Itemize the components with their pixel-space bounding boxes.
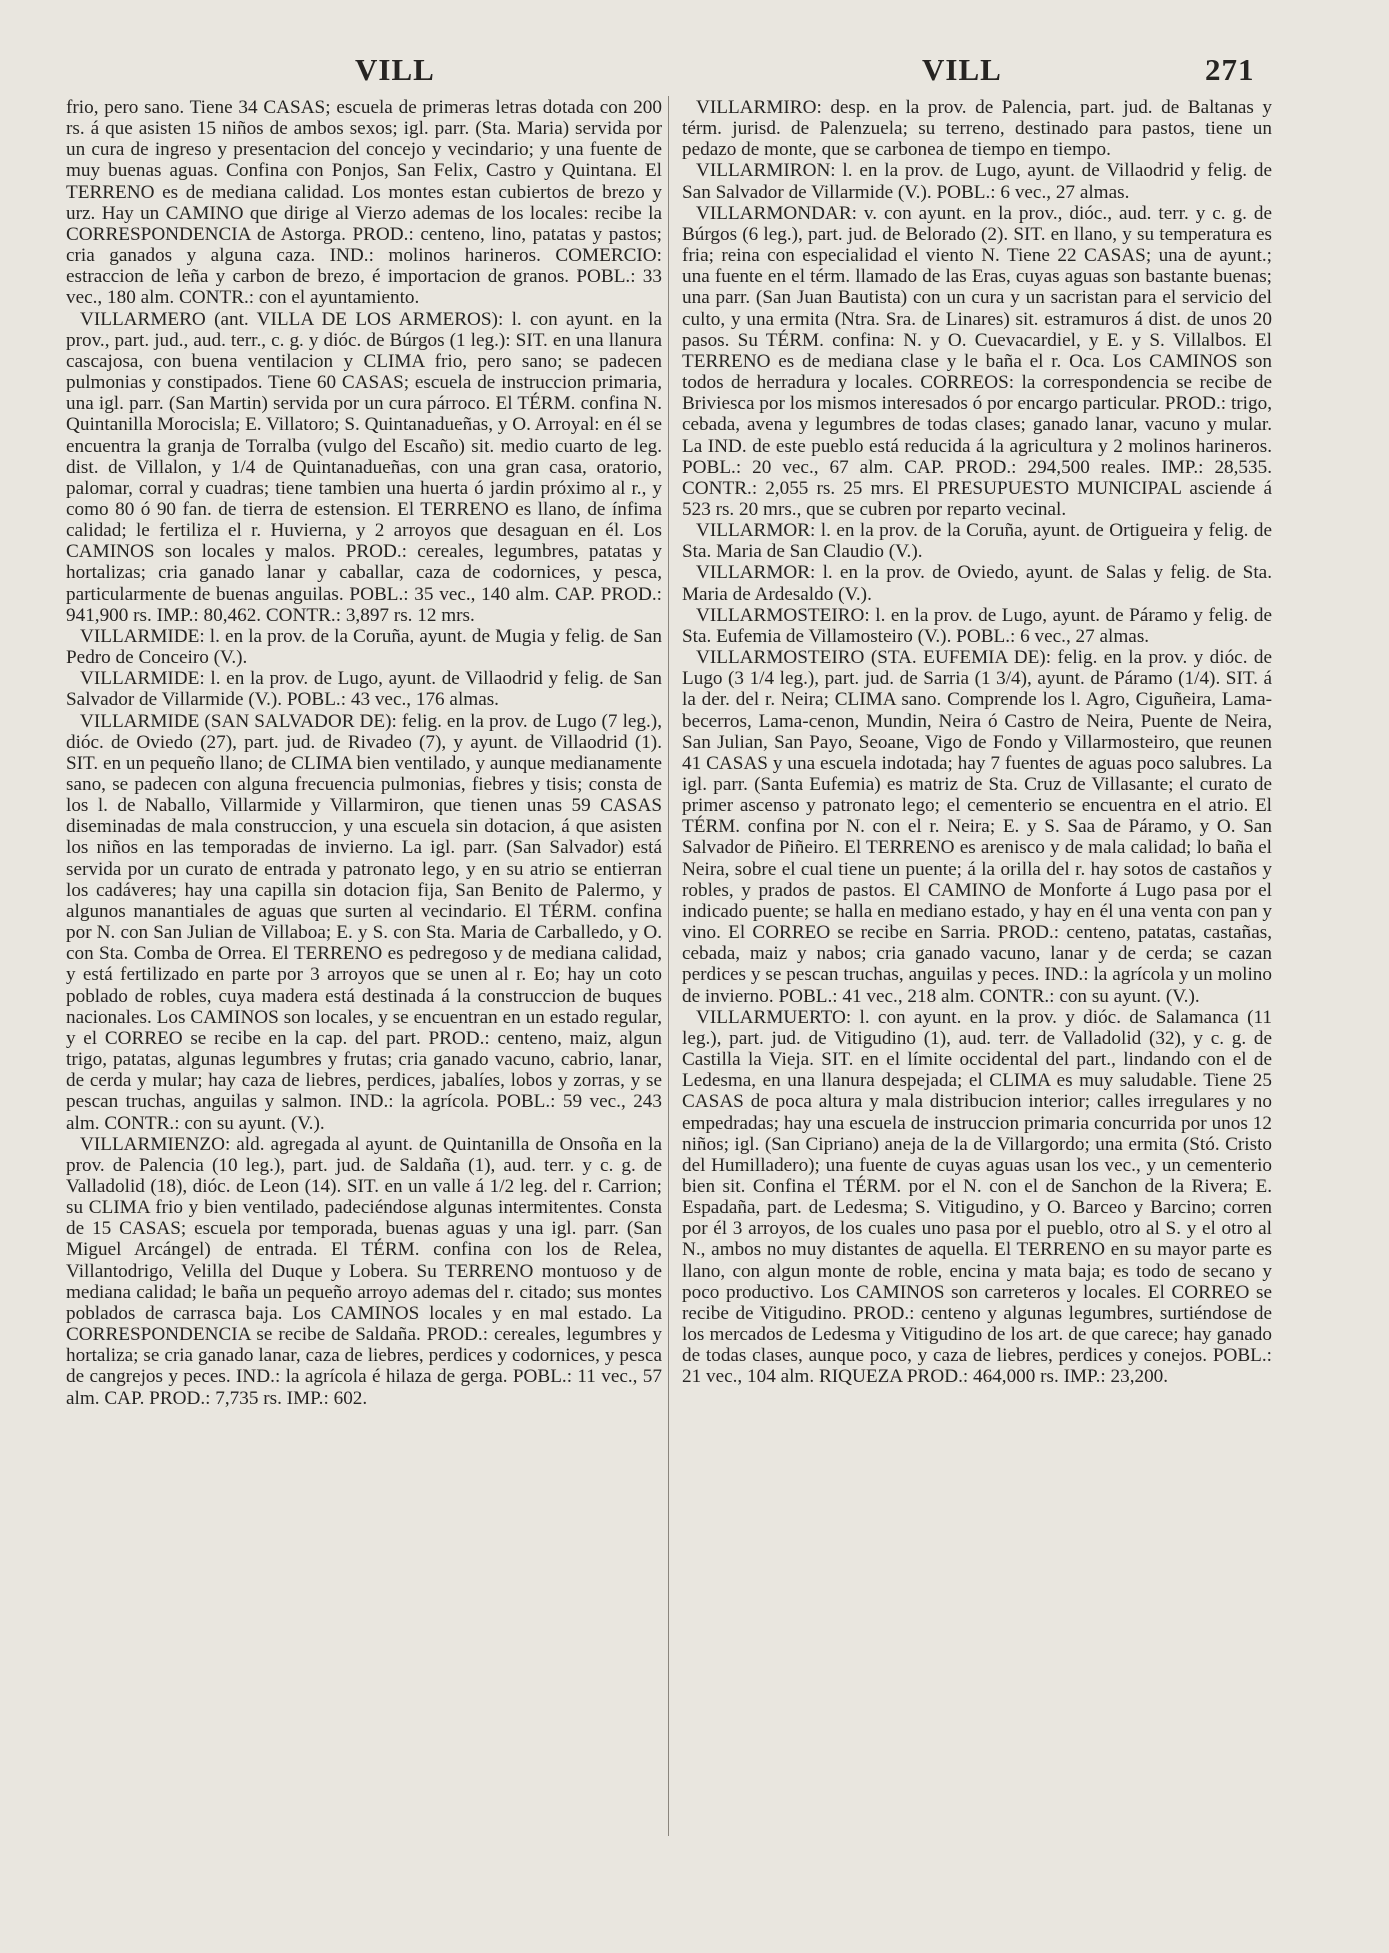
entry-villarmide-coruna: VILLARMIDE: l. en la prov. de la Coruña, ayunt. de Mugia y felig. de San Pedro de Conceiro (V.). bbox=[66, 625, 662, 669]
entry-villarmor-oviedo: VILLARMOR: l. en la prov. de Oviedo, ayunt. de Salas y felig. de Sta. Maria de Ardesaldo (V.). bbox=[682, 562, 1272, 605]
running-head-left: VILL bbox=[355, 52, 435, 87]
entry-villarmiron: VILLARMIRON: l. en la prov. de Lugo, ayunt. de Villaodrid y felig. de San Salvador de Villarmide (V.). POBL.: 6 vec., 27 almas. bbox=[682, 160, 1272, 203]
running-head-center: VILL bbox=[922, 52, 1002, 87]
right-column bbox=[682, 97, 1272, 1388]
entry-villarmor-coruna: VILLARMOR: l. en la prov. de la Coruña, ayunt. de Ortigueira y felig. de Sta. Maria de San Claudio (V.). bbox=[682, 520, 1272, 563]
entry-villarmosteiro: VILLARMOSTEIRO: l. en la prov. de Lugo, ayunt. de Páramo y felig. de Sta. Eufemia de Villamosteiro (V.). POBL.: 6 vec., 27 almas. bbox=[682, 604, 1272, 647]
entry-villarmide-san-salvador: VILLARMIDE (SAN SALVADOR DE): felig. en la prov. de Lugo (7 leg.), dióc. de Oviedo (27), part. jud. de Rivadeo (7), y ayunt. de Villaodrid (1). SIT. en un pequeño llano; de CLIMA bien ventilado, y aunque medianamente sano, se padecen con alguna frecuencia pulmonias, fiebres y tisis; consta de los l. de Naballo, Villarmide y Villarmiron, que tienen unas 59 CASAS diseminadas de mala construccion, y una escuela sin dotacion, á que asisten los niños en las temporadas de invierno. La igl. parr. (San Salvador) está servida por un curato de entrada y patronato lego, y en su atrio se entierran los cadáveres; hay una capilla sin dotacion fija, San Benito de Palermo, y algunos manantiales de aguas que surten al vecindario. El TÉRM. confina por N. con San Julian de Villaboa; E. y S. con Sta. Maria de Carballedo, y O. con Sta. Comba de Orrea. El TERRENO es pedregoso y de mediana calidad, y está fertilizado en parte por 3 arroyos que se unen al r. Eo; hay un coto poblado de robles, cuya madera está destinada á la construccion de buques nacionales. Los CAMINOS son locales, y se encuentran en un estado regular, y el CORREO se recibe en la cap. del part. PROD.: centeno, maiz, algun trigo, patatas, algunas legumbres y frutas; cria ganado vacuno, cabrio, lanar, de cerda y mular; hay caza de liebres, perdices, jabalíes, lobos y zorras, y se pescan truchas, anguilas y salmon. IND.: la agrícola. POBL.: 59 vec., 243 alm. CONTR.: con su ayunt. (V.). bbox=[66, 710, 662, 1134]
entry-villarmiro: VILLARMIRO: desp. en la prov. de Palencia, part. jud. de Baltanas y térm. jurisd. de Palenzuela; su terreno, destinado para pastos, tiene un pedazo de monte, que se carbonea de tiempo en tiempo. bbox=[682, 97, 1272, 161]
entry-villarmienzo: VILLARMIENZO: ald. agregada al ayunt. de Quintanilla de Onsoña en la prov. de Palencia (10 leg.), part. jud. de Saldaña (1), aud. terr. y c. g. de Valladolid (18), dióc. de Leon (14). SIT. en un valle á 1/2 leg. del r. Carrion; su CLIMA frio y bien ventilado, padeciéndose algunas intermitentes. Consta de 15 CASAS; escuela por temporada, buenas aguas y una igl. parr. (San Miguel Arcángel) de entrada. El TÉRM. confina con los de Relea, Villantodrigo, Velilla del Duque y Lobera. Su TERRENO montuoso y de mediana calidad; le baña un pequeño arroyo ademas del r. citado; sus montes poblados de carrasca baja. Los CAMINOS locales y en mal estado. La CORRESPONDENCIA se recibe de Saldaña. PROD.: cereales, legumbres y hortaliza; se cria ganado lanar, caza de liebres, perdices y codornices, y pesca de cangrejos y peces. IND.: la agrícola é hilaza de gerga. POBL.: 11 vec., 57 alm. CAP. PROD.: 7,735 rs. IMP.: 602. bbox=[66, 1133, 662, 1409]
left-column bbox=[66, 97, 662, 1409]
page-number: 271 bbox=[1205, 52, 1255, 87]
entry-villarmosteiro-sta-eufemia: VILLARMOSTEIRO (STA. EUFEMIA DE): felig. en la prov. y dióc. de Lugo (3 1/4 leg.), part. jud. de Sarria (1 3/4), ayunt. de Páramo (1/4). SIT. á la der. del r. Neira; CLIMA sano. Comprende los l. Agro, Ciguñeira, Lama-becerros, Lama-cenon, Mundin, Neira ó Castro de Neira, Puente de Neira, San Julian, San Payo, Seoane, Vigo de Fondo y Villarmosteiro, que reunen 41 CASAS y una escuela indotada; hay 7 fuentes de aguas poco salubres. La igl. parr. (Santa Eufemia) es matriz de Sta. Cruz de Villasante; el curato de primer ascenso y patronato lego; el cementerio se encuentra en el atrio. El TÉRM. confina por N. con el r. Neira; E. y S. Saa de Páramo, y O. San Salvador de Piñeiro. El TERRENO es arenisco y de mala calidad; lo baña el Neira, sobre el cual tiene un puente; á la orilla del r. hay sotos de castaños y robles, y prados de pastos. El CAMINO de Monforte á Lugo pasa por el indicado puente; se halla en mediano estado, y hay en él una venta con pan y vino. El CORREO se recibe en Sarria. PROD.: centeno, patatas, castañas, cebada, maiz y nabos; cria ganado vacuno, lanar y de cerda; se cazan perdices y se pescan truchas, anguilas y peces. IND.: la agrícola y un molino de invierno. POBL.: 41 vec., 218 alm. CONTR.: con su ayunt. (V.). bbox=[682, 647, 1272, 1007]
entry-continuation: frio, pero sano. Tiene 34 CASAS; escuela de primeras letras dotada con 200 rs. á que asisten 15 niños de ambos sexos; igl. parr. (Sta. Maria) servida por un cura de ingreso y presentacion del concejo y vecindario; y una fuente de muy buenas aguas. Confina con Ponjos, San Felix, Castro y Quintana. El TERRENO es de mediana calidad. Los montes estan cubiertos de brezo y urz. Hay un CAMINO que dirige al Vierzo ademas de los locales: recibe la CORRESPONDENCIA de Astorga. PROD.: centeno, lino, patatas y pastos; cria ganados y alguna caza. IND.: molinos harineros. COMERCIO: estraccion de leña y carbon de brezo, é importacion de granos. POBL.: 33 vec., 180 alm. CONTR.: con el ayuntamiento. bbox=[66, 97, 662, 309]
column-divider bbox=[668, 96, 669, 1836]
entry-villarmondar: VILLARMONDAR: v. con ayunt. en la prov., dióc., aud. terr. y c. g. de Búrgos (6 leg.), part. jud. de Belorado (2). SIT. en llano, y su temperatura es fria; reina con especialidad el viento N. Tiene 22 CASAS; una de ayunt.; una fuente en el térm. llamado de las Eras, cuyas aguas son bastante buenas; una parr. (San Juan Bautista) con un cura y un sacristan para el servicio del culto, y una ermita (Ntra. Sra. de Linares) sit. estramuros á dist. de unos 20 pasos. Su TÉRM. confina: N. y O. Cuevacardiel, y E. y S. Villalbos. El TERRENO es de mediana clase y le baña el r. Oca. Los CAMINOS son todos de herradura y locales. CORREOS: la correspondencia se recibe de Briviesca por los mismos interesados ó por encargo particular. PROD.: trigo, cebada, avena y legumbres de todas clases; ganado lanar, vacuno y mular. La IND. de este pueblo está reducida á la agricultura y 2 molinos harineros. POBL.: 20 vec., 67 alm. CAP. PROD.: 294,500 reales. IMP.: 28,535. CONTR.: 2,055 rs. 25 mrs. El PRESUPUESTO MUNICIPAL asciende á 523 rs. 20 mrs., que se cubren por reparto vecinal. bbox=[682, 202, 1272, 520]
entry-villarmero: VILLARMERO (ant. VILLA DE LOS ARMEROS): l. con ayunt. en la prov., part. jud., aud. terr., c. g. y dióc. de Búrgos (1 leg.): SIT. en una llanura cascajosa, con buena ventilacion y CLIMA frio, pero sano; se padecen pulmonias y constipados. Tiene 60 CASAS; escuela de instruccion primaria, una igl. parr. (San Martin) servida por un cura párroco. El TÉRM. confina N. Quintanilla Morocisla; E. Villatoro; S. Quintanadueñas, y O. Arroyal: en él se encuentra la granja de Torralba (vulgo del Escaño) sit. medio cuarto de leg. dist. de Villalon, y 1/4 de Quintanadueñas, con una gran casa, oratorio, palomar, corral y cuadras; tiene tambien una huerta ó jardin próximo al r., y como 80 ó 90 fan. de tierra de estension. El TERRENO es llano, de ínfima calidad; le fertiliza el r. Huvierna, y 2 arroyos que desaguan en él. Los CAMINOS son locales y malos. PROD.: cereales, legumbres, patatas y hortalizas; cria ganado lanar y caballar, caza de codornices, y pesca, particularmente de buenas anguilas. POBL.: 35 vec., 140 alm. CAP. PROD.: 941,900 rs. IMP.: 80,462. CONTR.: 3,897 rs. 12 mrs. bbox=[66, 308, 662, 626]
entry-villarmuerto: VILLARMUERTO: l. con ayunt. en la prov. y dióc. de Salamanca (11 leg.), part. jud. de Vitigudino (1), aud. terr. de Valladolid (32), y c. g. de Castilla la Vieja. SIT. en el límite occidental del part., lindando con el de Ledesma, en una llanura despejada; el CLIMA es muy saludable. Tiene 25 CASAS de poca altura y mala distribucion interior; calles irregulares y no empedradas; hay una escuela de instruccion primaria concurrida por unos 12 niños; igl. (San Cipriano) aneja de la de Villargordo; una ermita (Stó. Cristo del Humilladero); una fuente de cuyas aguas usan los vec., y un cementerio bien sit. Confina el TÉRM. por el N. con el de Sanchon de la Rivera; E. Espadaña, part. de Ledesma; S. Vitigudino, y O. Barceo y Barcino; corren por él 3 arroyos, de los cuales uno pasa por el pueblo, otro al S. y el otro al N., ambos no muy distantes de aquella. El TERRENO en su mayor parte es llano, con algun monte de roble, encina y mata baja; es todo de secano y poco productivo. Los CAMINOS son carreteros y locales. El CORREO se recibe de Vitigudino. PROD.: centeno y algunas legumbres, surtiéndose de los mercados de Ledesma y Vitigudino de los art. de que carece; hay ganado de todas clases, aunque poco, y caza de liebres, perdices y conejos. POBL.: 21 vec., 104 alm. RIQUEZA PROD.: 464,000 rs. IMP.: 23,200. bbox=[682, 1006, 1272, 1388]
entry-villarmide-lugo: VILLARMIDE: l. en la prov. de Lugo, ayunt. de Villaodrid y felig. de San Salvador de Villarmide (V.). POBL.: 43 vec., 176 almas. bbox=[66, 668, 662, 711]
